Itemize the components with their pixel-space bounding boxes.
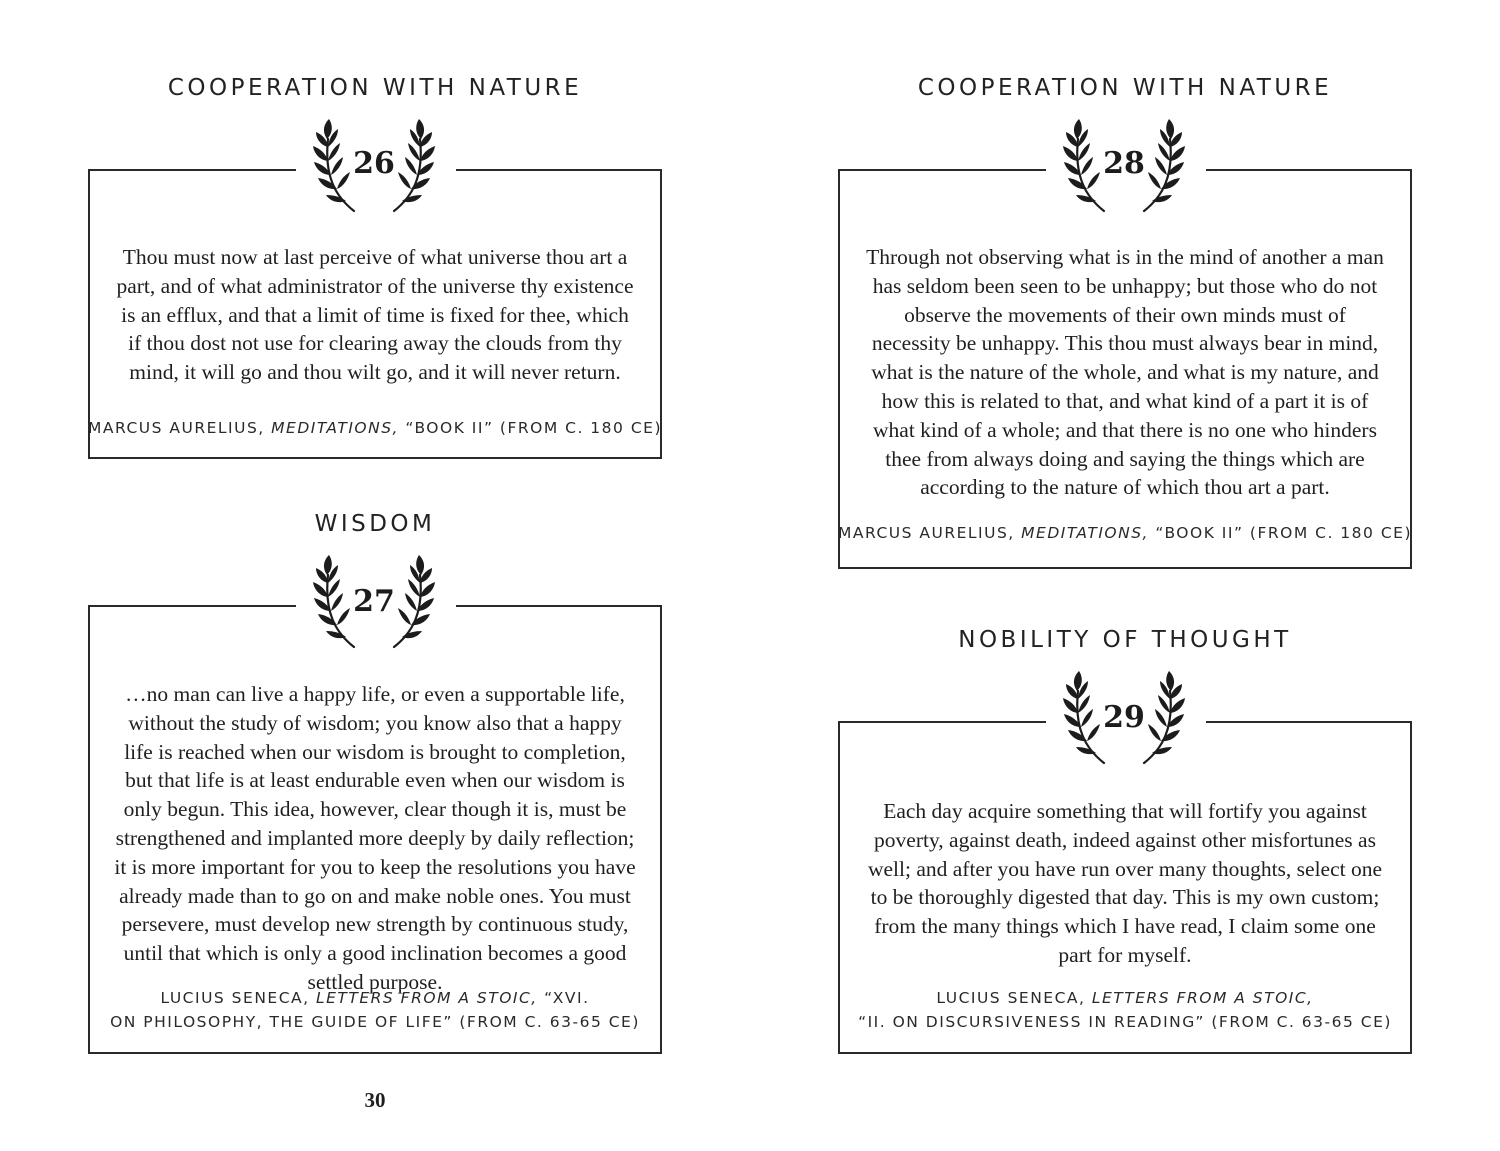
quote-text: Through not observing what is in the mind of another a man has seldom been seen to be unhappy; but those who do not observe the movements of their own minds must of necessity be unhappy. This thou must always bear in mind, what is the nature of the whole, and what is my nature, and how this is related to that, and what kind of a part it is of what kind of a whole; and that there is no one who hinders thee from always doing and saying the things which are according to the nature of which thou art a part. [866, 245, 1384, 500]
entry-number: 27 [353, 584, 395, 619]
quote-attribution [88, 416, 662, 440]
attribution-author: LUCIUS SENECA, [936, 989, 1092, 1007]
entry-card-26 [88, 70, 662, 460]
entry-number: 28 [1103, 146, 1145, 181]
attribution-source-cont: ON PHILOSOPHY, THE GUIDE OF LIFE” (FROM C. 63-65 CE) [110, 1013, 640, 1031]
quote-attribution [88, 986, 662, 1034]
attribution-author: MARCUS AURELIUS, [88, 419, 272, 437]
page-number: 30 [364, 1088, 386, 1112]
attribution-source: “BOOK II” (FROM C. 180 CE) [398, 419, 662, 437]
entry-number: 26 [353, 146, 395, 181]
entry-card-28 [838, 70, 1412, 570]
attribution-work: LETTERS FROM A STOIC, [1091, 989, 1314, 1007]
attribution-author: MARCUS AURELIUS, [838, 524, 1022, 542]
attribution-author: LUCIUS SENECA, [160, 989, 316, 1007]
entry-card-29 [838, 622, 1412, 1056]
attribution-work: MEDITATIONS, [1021, 524, 1149, 542]
attribution-work: MEDITATIONS, [271, 419, 399, 437]
entry-heading: COOPERATION WITH NATURE [167, 75, 583, 101]
quote-text: …no man can live a happy life, or even a supportable life, without the study of wisdom; you know also that a happy life is reached when our wisdom is brought to completion, but that life is at least endurable even when our wisdom is only begun. This idea, however, clear though it is, must be strengthened and implanted more deeply by daily reflection; it is more important for you to keep the resolutions you have already made than to go on and make noble ones. You must persevere, must develop new strength by continuous study, until that which is only a good inclination becomes a good settled purpose. [114, 682, 636, 994]
quote-text: Each day acquire something that will fortify you against poverty, against death, indeed against other misfortunes as well; and after you have run over many thoughts, select one to be thoroughly digested that day. This is my own custom; from the many things which I have read, I claim some one part for myself. [867, 799, 1383, 967]
attribution-source: “BOOK II” (FROM C. 180 CE) [1148, 524, 1412, 542]
attribution-source: “XVI. [537, 989, 590, 1007]
entry-number: 29 [1103, 700, 1145, 735]
quote-text: Thou must now at last perceive of what universe thou art a part, and of what administrator of the universe thy existence is an efflux, and that a limit of time is fixed for thee, which if thou dost not use for clearing away the clouds from thy mind, it will go and thou wilt go, and it will never return. [116, 245, 634, 385]
entry-heading: WISDOM [314, 511, 436, 537]
right-page [750, 0, 1500, 1151]
entry-heading: NOBILITY OF THOUGHT [958, 627, 1292, 653]
entry-heading: COOPERATION WITH NATURE [917, 75, 1333, 101]
attribution-source-cont: “II. ON DISCURSIVENESS IN READING” (FROM C. 63-65 CE) [858, 1013, 1392, 1031]
quote-attribution [838, 986, 1412, 1034]
entry-card-27 [88, 506, 662, 1056]
attribution-work: LETTERS FROM A STOIC, [315, 989, 538, 1007]
quote-attribution [838, 521, 1412, 545]
